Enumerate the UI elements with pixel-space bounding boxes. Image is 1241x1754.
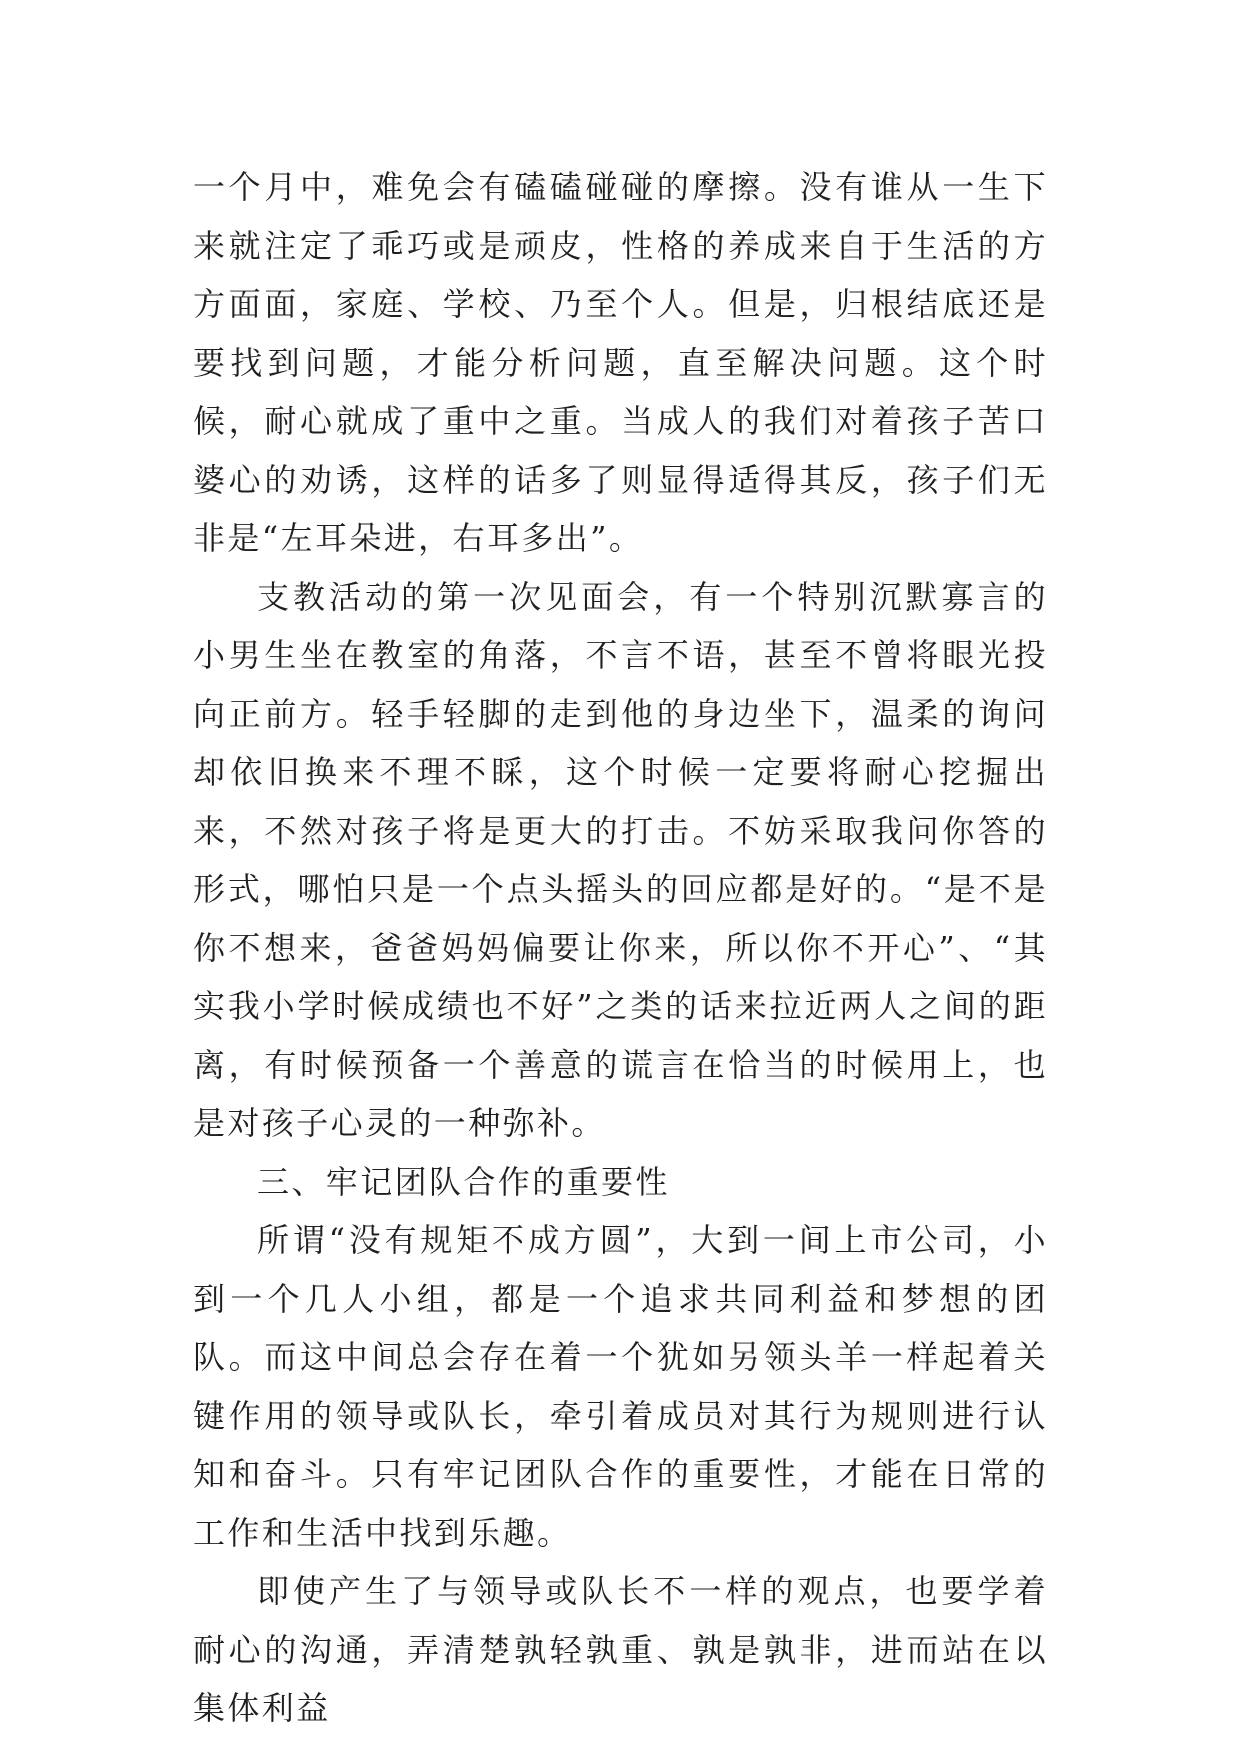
paragraph-continuation: 一个月中，难免会有磕磕碰碰的摩擦。没有谁从一生下来就注定了乖巧或是顽皮，性格的养成来自于生活的方方面面，家庭、学校、乃至个人。但是，归根结底还是要找到问题，才能分析问题，直至解决问题。这个时候，耐心就成了重中之重。当成人的我们对着孩子苦口婆心的劝诱，这样的话多了则显得适得其反，孩子们无非是“左耳朵进，右耳多出”。 bbox=[193, 168, 1048, 557]
paragraph-teamwork: 所谓“没有规矩不成方圆”，大到一间上市公司，小到一个几人小组，都是一个追求共同利益和梦想的团队。而这中间总会存在着一个犹如另领头羊一样起着关键作用的领导或队长，牵引着成员对其行为规则进行认知和奋斗。只有牢记团队合作的重要性，才能在日常的工作和生活中找到乐趣。 bbox=[193, 1221, 1048, 1552]
paragraph-volunteer-teaching: 支教活动的第一次见面会，有一个特别沉默寡言的小男生坐在教室的角落，不言不语，甚至不曾将眼光投向正前方。轻手轻脚的走到他的身边坐下，温柔的询问却依旧换来不理不睬，这个时候一定要将耐心挖掘出来，不然对孩子将是更大的打击。不妨采取我问你答的形式，哪怕只是一个点头摇头的回应都是好的。“是不是你不想来，爸爸妈妈偏要让你来，所以你不开心”、“其实我小学时候成绩也不好”之类的话来拉近两人之间的距离，有时候预备一个善意的谎言在恰当的时候用上，也是对孩子心灵的一种弥补。 bbox=[193, 577, 1048, 1142]
section-heading: 三、牢记团队合作的重要性 bbox=[257, 1162, 670, 1201]
document-body bbox=[193, 158, 1048, 1738]
paragraph-communication: 即使产生了与领导或队长不一样的观点，也要学着耐心的沟通，弄清楚孰轻孰重、孰是孰非，进而站在以集体利益 bbox=[193, 1572, 1048, 1727]
